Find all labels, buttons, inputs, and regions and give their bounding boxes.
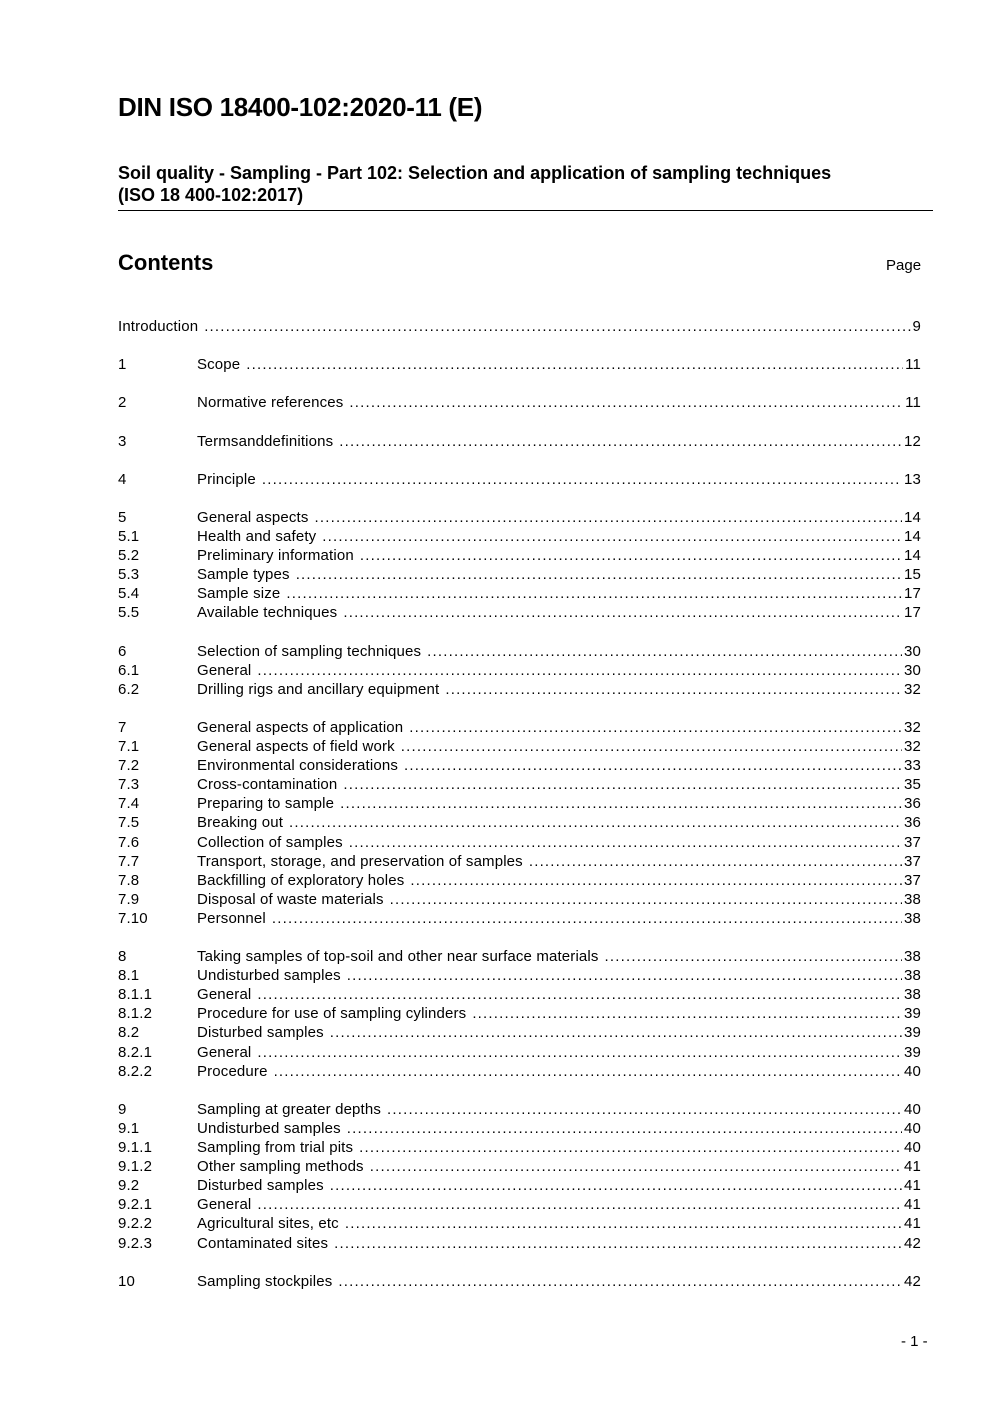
toc-entry-number: 9.1	[118, 1119, 140, 1137]
toc-dot-leader	[257, 1195, 902, 1214]
toc-entry[interactable]	[118, 642, 921, 661]
toc-entry[interactable]	[118, 1023, 921, 1042]
toc-dot-leader	[359, 1138, 902, 1157]
toc-section-group	[118, 1100, 921, 1253]
toc-dot-leader	[370, 1157, 902, 1176]
toc-dot-leader	[274, 1062, 902, 1081]
toc-entry[interactable]	[118, 813, 921, 832]
toc-entry[interactable]	[118, 1176, 921, 1195]
toc-entry[interactable]	[118, 1100, 921, 1119]
toc-entry-page: 14	[904, 528, 921, 546]
toc-dot-leader	[257, 1043, 902, 1062]
toc-dot-leader	[334, 1234, 902, 1253]
toc-entry-page: 38	[904, 890, 921, 908]
toc-entry-number: 5.1	[118, 528, 140, 546]
toc-entry-title: General	[197, 1043, 252, 1061]
toc-entry-number: 7.5	[118, 814, 140, 832]
toc-entry-page: 42	[904, 1272, 921, 1290]
toc-entry-title: Collection of samples	[197, 833, 343, 851]
toc-entry-page: 38	[904, 909, 921, 927]
toc-entry-title: Undisturbed samples	[197, 967, 341, 985]
toc-entry-page: 33	[904, 757, 921, 775]
toc-dot-leader	[296, 565, 902, 584]
toc-dot-leader	[257, 661, 902, 680]
toc-entry-title: Scope	[197, 356, 241, 374]
toc-entry-page: 42	[904, 1234, 921, 1252]
toc-entry-title: General aspects of field work	[197, 738, 395, 756]
toc-dot-leader	[605, 947, 902, 966]
toc-dot-leader	[257, 985, 902, 1004]
toc-entry-title: Sample size	[197, 585, 281, 603]
toc-entry-title: Undisturbed samples	[197, 1119, 341, 1137]
toc-entry-title: General aspects of application	[197, 718, 404, 736]
toc-entry[interactable]	[118, 871, 921, 890]
toc-dot-leader	[322, 527, 902, 546]
toc-entry-number: 9	[118, 1100, 127, 1118]
toc-entry-number: 8.2.1	[118, 1043, 153, 1061]
toc-section-group	[118, 317, 921, 336]
toc-entry-page: 41	[904, 1177, 921, 1195]
toc-entry-number: 3	[118, 432, 127, 450]
toc-section-group	[118, 355, 921, 374]
toc-entry[interactable]	[118, 794, 921, 813]
toc-dot-leader	[349, 833, 902, 852]
toc-entry-title: General	[197, 661, 252, 679]
toc-dot-leader	[286, 584, 902, 603]
toc-entry[interactable]	[118, 603, 921, 622]
toc-entry-number: 5.3	[118, 566, 140, 584]
toc-entry[interactable]	[118, 1138, 921, 1157]
toc-dot-leader	[401, 737, 902, 756]
toc-entry[interactable]	[118, 833, 921, 852]
toc-entry-title: Available techniques	[197, 604, 338, 622]
toc-entry-title: Sampling stockpiles	[197, 1272, 333, 1290]
table-of-contents	[118, 317, 921, 1310]
toc-entry-page: 37	[904, 871, 921, 889]
toc-entry-number: 7.10	[118, 909, 148, 927]
toc-entry[interactable]	[118, 1157, 921, 1176]
toc-entry-title: Transport, storage, and preservation of samples	[197, 852, 523, 870]
toc-section-group	[118, 642, 921, 699]
toc-entry-number: 8.2	[118, 1024, 140, 1042]
toc-entry[interactable]	[118, 508, 921, 527]
toc-entry[interactable]	[118, 890, 921, 909]
toc-dot-leader	[343, 603, 902, 622]
toc-entry-page: 38	[904, 986, 921, 1004]
toc-entry-title: Health and safety	[197, 528, 317, 546]
toc-entry-page: 40	[904, 1139, 921, 1157]
toc-entry-number: 9.1.2	[118, 1158, 153, 1176]
toc-entry-page: 38	[904, 948, 921, 966]
toc-entry-number: 8.2.2	[118, 1062, 153, 1080]
toc-entry-page: 39	[904, 1005, 921, 1023]
toc-entry-title: Cross-contamination	[197, 776, 338, 794]
toc-section-group	[118, 947, 921, 1081]
toc-dot-leader	[360, 546, 902, 565]
toc-entry-page: 13	[904, 470, 921, 488]
toc-entry-number: 7.6	[118, 833, 140, 851]
toc-entry-title: Contaminated sites	[197, 1234, 329, 1252]
toc-entry-title: Agricultural sites, etc	[197, 1215, 339, 1233]
toc-entry-page: 38	[904, 967, 921, 985]
toc-entry[interactable]	[118, 584, 921, 603]
toc-dot-leader	[427, 642, 902, 661]
toc-dot-leader	[345, 1214, 902, 1233]
toc-entry-page: 14	[904, 508, 921, 526]
toc-entry-page: 12	[904, 432, 921, 450]
toc-entry[interactable]	[118, 756, 921, 775]
toc-entry-number: 5.4	[118, 585, 140, 603]
toc-entry-title: General aspects	[197, 508, 309, 526]
toc-entry-page: 39	[904, 1043, 921, 1061]
toc-entry-number: 9.2.3	[118, 1234, 153, 1252]
toc-entry-number: 9.2.2	[118, 1215, 153, 1233]
toc-entry-page: 17	[904, 585, 921, 603]
toc-dot-leader	[409, 718, 902, 737]
toc-entry-title: Normative references	[197, 394, 344, 412]
toc-entry-number: 7.2	[118, 757, 140, 775]
toc-entry-page: 35	[904, 776, 921, 794]
toc-entry-page: 17	[904, 604, 921, 622]
toc-entry[interactable]	[118, 1004, 921, 1023]
toc-entry-number: 5	[118, 508, 127, 526]
toc-entry-title: Disposal of waste materials	[197, 890, 384, 908]
toc-entry-number: 4	[118, 470, 127, 488]
toc-dot-leader	[387, 1100, 902, 1119]
toc-entry-number: 8.1.1	[118, 986, 153, 1004]
toc-dot-leader	[347, 1119, 902, 1138]
toc-entry-number: 9.1.1	[118, 1139, 153, 1157]
toc-entry-page: 41	[904, 1196, 921, 1214]
toc-entry[interactable]	[118, 317, 921, 336]
toc-section-group	[118, 1272, 921, 1291]
toc-entry-number: 7.1	[118, 738, 140, 756]
toc-entry[interactable]	[118, 775, 921, 794]
toc-entry[interactable]	[118, 737, 921, 756]
toc-entry-number: 9.2.1	[118, 1196, 153, 1214]
toc-dot-leader	[330, 1023, 902, 1042]
toc-entry-number: 9.2	[118, 1177, 140, 1195]
toc-entry[interactable]	[118, 393, 921, 412]
toc-entry[interactable]	[118, 546, 921, 565]
toc-entry-number: 1	[118, 356, 127, 374]
toc-dot-leader	[347, 966, 902, 985]
toc-entry-title: Disturbed samples	[197, 1177, 324, 1195]
contents-heading: Contents	[118, 250, 214, 275]
toc-entry-number: 2	[118, 394, 127, 412]
toc-entry-page: 32	[904, 718, 921, 736]
toc-entry-page: 41	[904, 1158, 921, 1176]
toc-entry-title: Environmental considerations	[197, 757, 398, 775]
toc-section-group	[118, 470, 921, 489]
toc-entry[interactable]	[118, 355, 921, 374]
toc-entry-number: 6	[118, 642, 127, 660]
toc-entry-page: 37	[904, 833, 921, 851]
toc-entry-number: 8	[118, 948, 127, 966]
toc-dot-leader	[340, 794, 902, 813]
toc-entry-title: Preliminary information	[197, 547, 354, 565]
document-title	[118, 162, 933, 206]
toc-entry[interactable]	[118, 1195, 921, 1214]
toc-entry-page: 14	[904, 547, 921, 565]
toc-dot-leader	[529, 852, 902, 871]
toc-entry[interactable]	[118, 1214, 921, 1233]
toc-dot-leader	[404, 756, 902, 775]
toc-section-group	[118, 432, 921, 451]
toc-dot-leader	[314, 508, 902, 527]
toc-entry[interactable]	[118, 1043, 921, 1062]
toc-entry-page: 39	[904, 1024, 921, 1042]
toc-entry-page: 11	[905, 394, 921, 412]
toc-dot-leader	[349, 393, 903, 412]
toc-dot-leader	[204, 317, 910, 336]
toc-entry-page: 9	[912, 318, 921, 335]
toc-dot-leader	[339, 432, 902, 451]
toc-entry-page: 36	[904, 795, 921, 813]
toc-entry-page: 30	[904, 661, 921, 679]
toc-entry-page: 41	[904, 1215, 921, 1233]
toc-section-group	[118, 508, 921, 623]
toc-entry-page: 40	[904, 1119, 921, 1137]
toc-entry[interactable]	[118, 1272, 921, 1291]
toc-entry[interactable]	[118, 718, 921, 737]
toc-entry[interactable]	[118, 985, 921, 1004]
toc-entry-title: General	[197, 1196, 252, 1214]
toc-entry-number: 7.9	[118, 890, 140, 908]
toc-dot-leader	[410, 871, 902, 890]
toc-dot-leader	[246, 355, 903, 374]
toc-entry[interactable]	[118, 947, 921, 966]
toc-entry[interactable]	[118, 565, 921, 584]
toc-entry[interactable]	[118, 432, 921, 451]
toc-entry-title: Sample types	[197, 566, 290, 584]
toc-entry[interactable]	[118, 909, 921, 928]
toc-entry-number: 5.5	[118, 604, 140, 622]
document-title-line-1: Soil quality - Sampling - Part 102: Selection and application of sampling techniques	[118, 163, 832, 183]
toc-entry-title: Backfilling of exploratory holes	[197, 871, 405, 889]
toc-section-group	[118, 718, 921, 928]
toc-entry-page: 11	[905, 356, 921, 374]
toc-entry-page: 40	[904, 1100, 921, 1118]
toc-entry-page: 36	[904, 814, 921, 832]
toc-entry[interactable]	[118, 527, 921, 546]
toc-entry-page: 30	[904, 642, 921, 660]
toc-entry-number: 10	[118, 1272, 135, 1290]
page-number: - 1 -	[901, 1333, 928, 1350]
toc-entry-number: 8.1.2	[118, 1005, 153, 1023]
toc-dot-leader	[445, 680, 902, 699]
toc-entry-number: 7.7	[118, 852, 140, 870]
toc-entry[interactable]	[118, 1119, 921, 1138]
toc-dot-leader	[472, 1004, 902, 1023]
toc-entry-title: Procedure for use of sampling cylinders	[197, 1005, 467, 1023]
toc-entry-page: 40	[904, 1062, 921, 1080]
toc-entry-page: 32	[904, 738, 921, 756]
toc-entry[interactable]	[118, 470, 921, 489]
toc-entry-number: 6.2	[118, 680, 140, 698]
toc-entry-number: 7.8	[118, 871, 140, 889]
toc-entry-title: Taking samples of top-soil and other near surface materials	[197, 948, 599, 966]
page-column-heading: Page	[886, 257, 922, 274]
toc-dot-leader	[289, 813, 902, 832]
toc-entry-number: 8.1	[118, 967, 140, 985]
toc-dot-leader	[262, 470, 902, 489]
toc-entry-title: Introduction	[118, 318, 199, 335]
toc-dot-leader	[343, 775, 902, 794]
title-divider	[118, 210, 933, 211]
toc-entry-number: 6.1	[118, 661, 140, 679]
toc-entry-page: 15	[904, 566, 921, 584]
toc-entry-number: 7.3	[118, 776, 140, 794]
toc-entry-title: Breaking out	[197, 814, 284, 832]
toc-entry[interactable]	[118, 1234, 921, 1253]
toc-entry[interactable]	[118, 661, 921, 680]
toc-entry-title: Sampling at greater depths	[197, 1100, 382, 1118]
toc-dot-leader	[330, 1176, 902, 1195]
document-id: DIN ISO 18400-102:2020-11 (E)	[118, 92, 483, 122]
toc-dot-leader	[338, 1272, 902, 1291]
toc-dot-leader	[272, 909, 902, 928]
toc-entry[interactable]	[118, 680, 921, 699]
toc-entry-title: Principle	[197, 470, 256, 488]
toc-entry-title: Preparing to sample	[197, 795, 335, 813]
toc-entry-page: 37	[904, 852, 921, 870]
toc-entry-title: Disturbed samples	[197, 1024, 324, 1042]
toc-entry[interactable]	[118, 1062, 921, 1081]
toc-entry-title: Personnel	[197, 909, 266, 927]
toc-section-group	[118, 393, 921, 412]
toc-entry-title: Selection of sampling techniques	[197, 642, 422, 660]
document-title-line-2: (ISO 18 400-102:2017)	[118, 185, 304, 205]
toc-entry-number: 5.2	[118, 547, 140, 565]
toc-entry-title: Other sampling methods	[197, 1158, 364, 1176]
toc-entry[interactable]	[118, 852, 921, 871]
toc-entry-title: Termsanddefinitions	[197, 432, 334, 450]
toc-entry-title: Procedure	[197, 1062, 268, 1080]
toc-entry-number: 7.4	[118, 795, 140, 813]
toc-entry-title: Drilling rigs and ancillary equipment	[197, 680, 440, 698]
toc-entry-title: Sampling from trial pits	[197, 1139, 354, 1157]
toc-entry[interactable]	[118, 966, 921, 985]
toc-dot-leader	[390, 890, 902, 909]
toc-entry-title: General	[197, 986, 252, 1004]
toc-entry-number: 7	[118, 718, 127, 736]
toc-entry-page: 32	[904, 680, 921, 698]
